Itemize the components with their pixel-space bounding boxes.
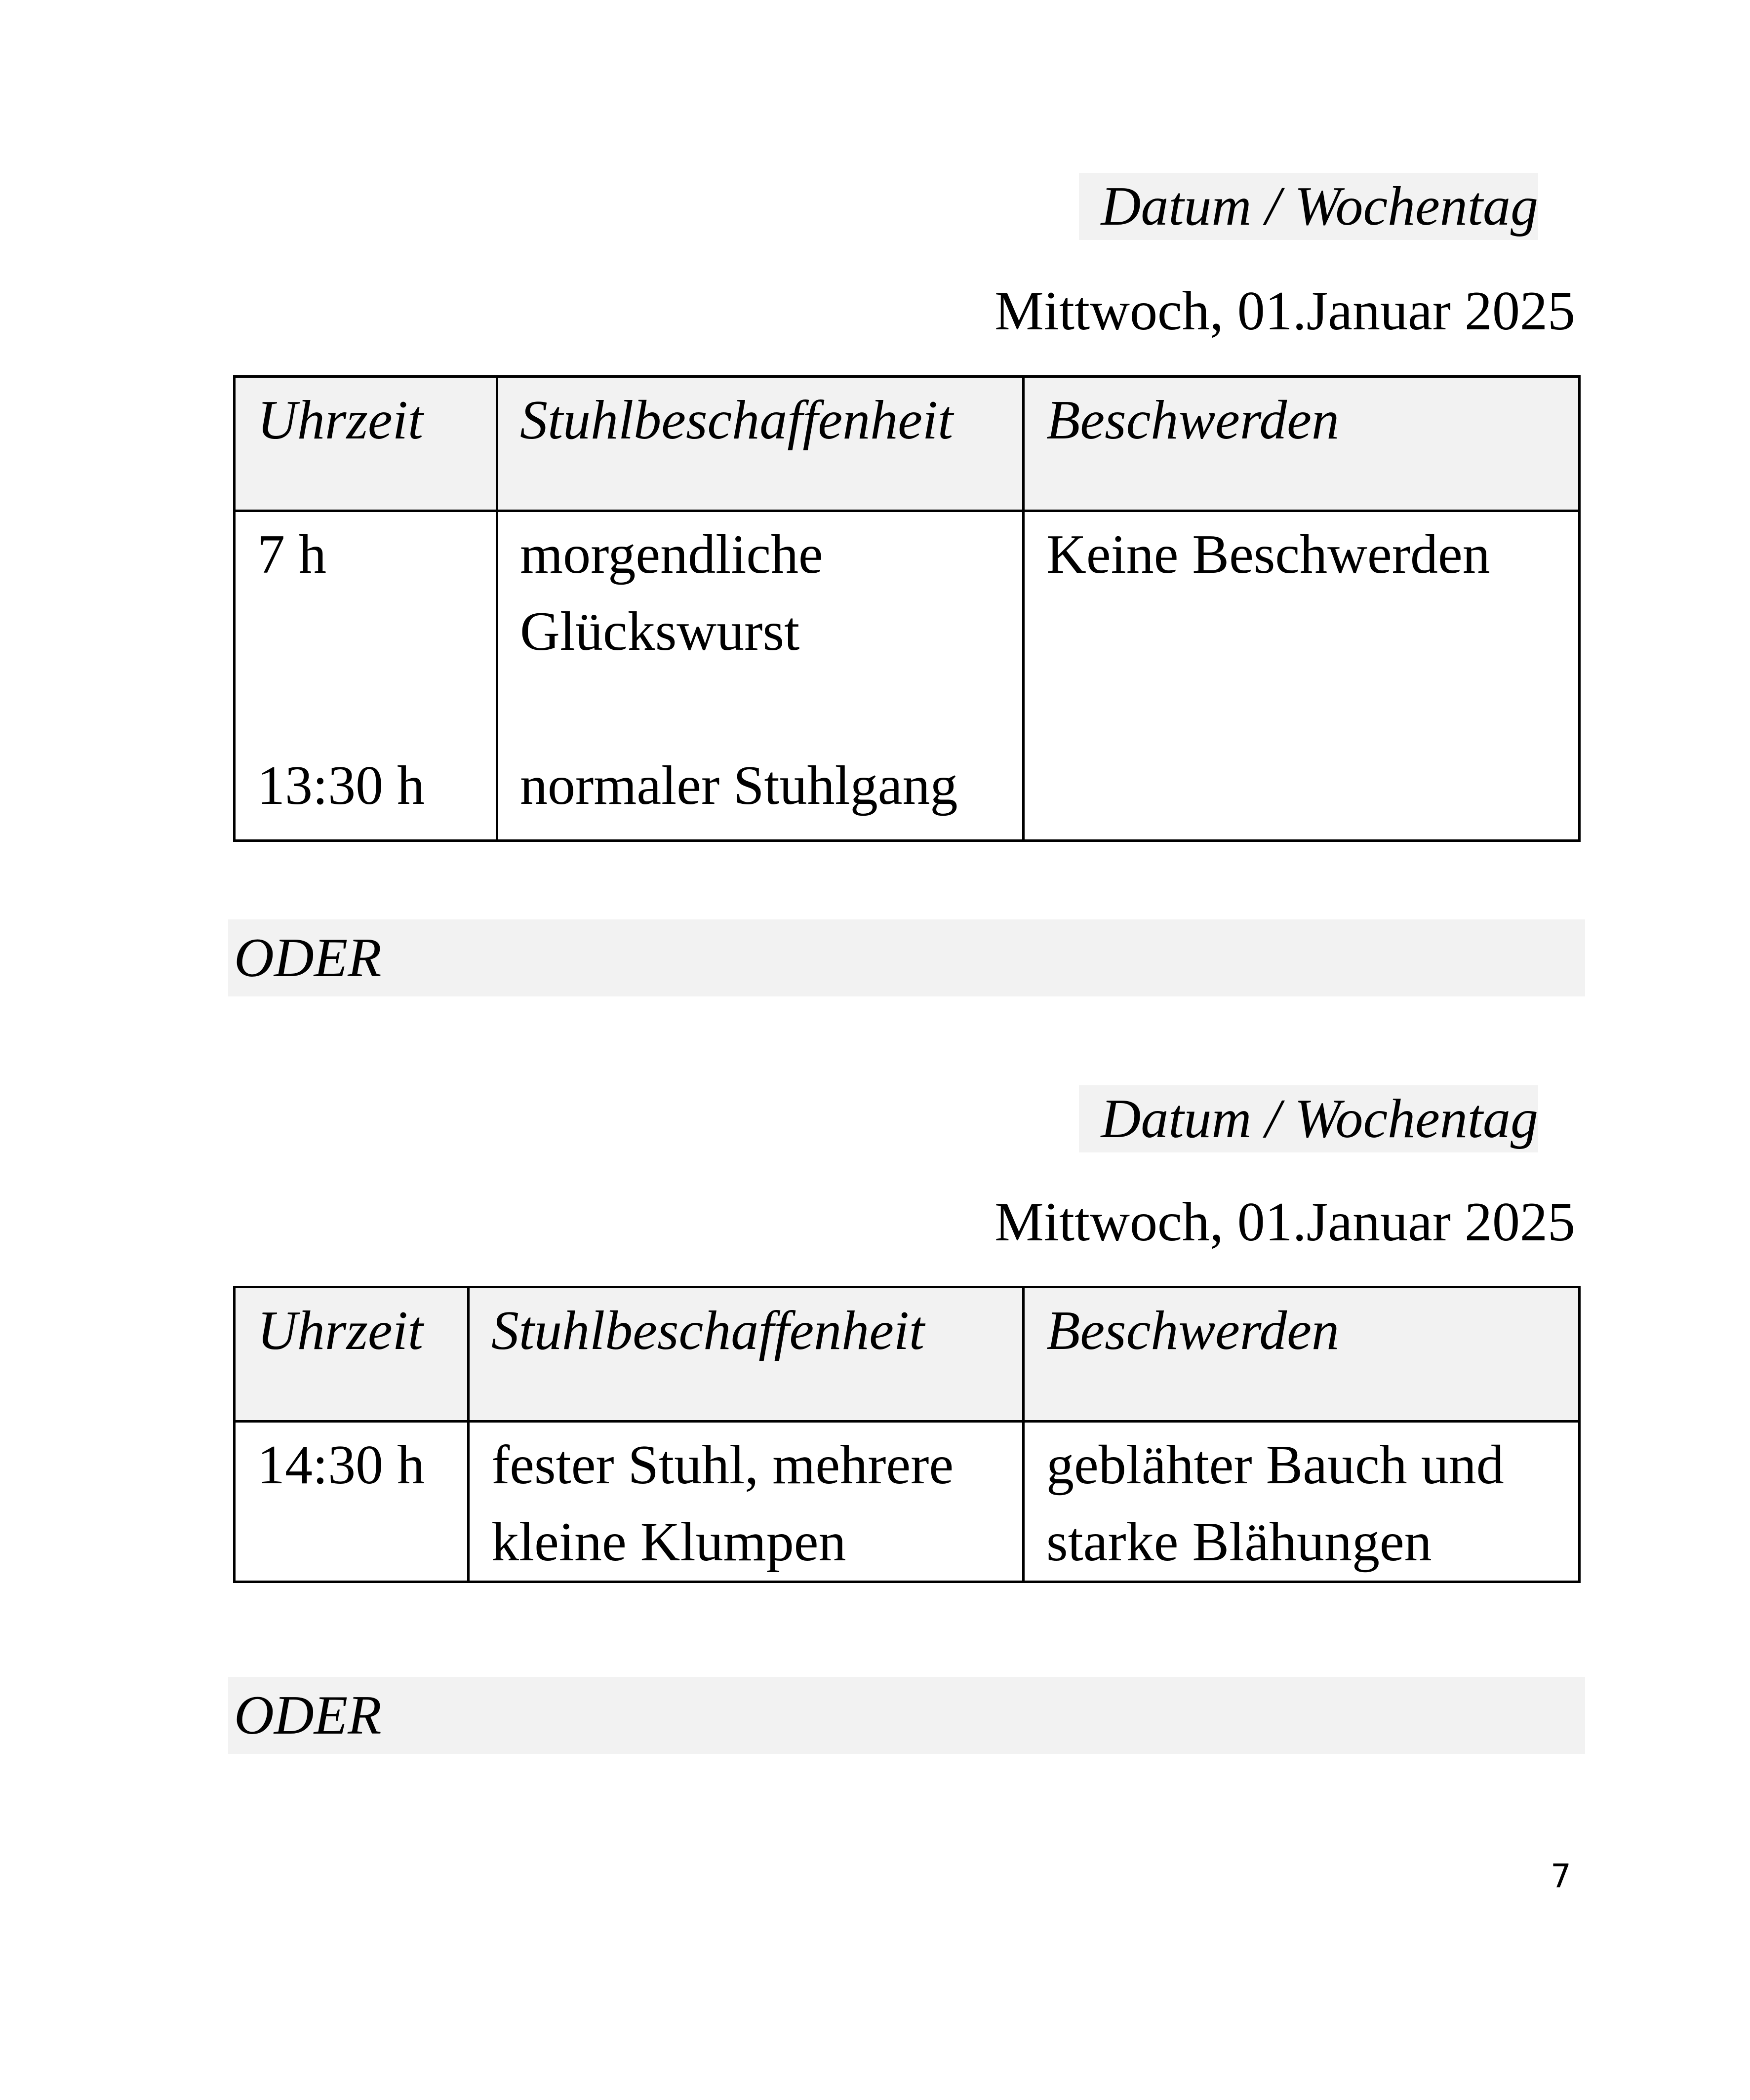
datum-wochentag-label: Datum / Wochentag <box>1079 1085 1538 1152</box>
stool-cell <box>497 511 1024 841</box>
time-value: 14:30 h <box>257 1434 425 1496</box>
stool-text: Glückswurst <box>520 601 800 662</box>
header-beschwerden: Beschwerden <box>1024 1287 1580 1422</box>
time-cell <box>235 1422 469 1582</box>
complaints-cell <box>1024 511 1580 841</box>
complaints-text: Keine Beschwerden <box>1046 524 1490 585</box>
table-header-row <box>235 377 1580 511</box>
page-number: 7 <box>1551 1857 1571 1895</box>
stool-text: fester Stuhl, mehrere <box>491 1434 954 1496</box>
header-beschwerden: Beschwerden <box>1024 377 1580 511</box>
complaints-text: geblähter Bauch und <box>1046 1434 1504 1496</box>
stool-log-table <box>233 1286 1581 1583</box>
header-uhrzeit: Uhrzeit <box>235 1287 469 1422</box>
entry-date: Mittwoch, 01.Januar 2025 <box>994 1191 1575 1253</box>
stool-cell <box>469 1422 1024 1582</box>
stool-log-table <box>233 375 1581 842</box>
header-stuhlbeschaffenheit: Stuhlbeschaffenheit <box>497 377 1024 511</box>
header-uhrzeit: Uhrzeit <box>235 377 497 511</box>
complaints-text: starke Blähungen <box>1046 1511 1432 1573</box>
entry-date: Mittwoch, 01.Januar 2025 <box>994 280 1575 342</box>
header-stuhlbeschaffenheit: Stuhlbeschaffenheit <box>469 1287 1024 1422</box>
datum-wochentag-label: Datum / Wochentag <box>1079 173 1538 240</box>
time-cell <box>235 511 497 841</box>
complaints-cell <box>1024 1422 1580 1582</box>
stool-text: normaler Stuhlgang <box>520 755 958 816</box>
table-row <box>235 511 1580 841</box>
oder-separator: ODER <box>228 919 1585 996</box>
stool-text: morgendliche <box>520 524 823 585</box>
stool-text: kleine Klumpen <box>491 1511 846 1573</box>
time-value: 7 h <box>257 524 326 585</box>
table-header-row <box>235 1287 1580 1422</box>
table-row <box>235 1422 1580 1582</box>
oder-separator: ODER <box>228 1677 1585 1754</box>
time-value: 13:30 h <box>257 755 425 816</box>
